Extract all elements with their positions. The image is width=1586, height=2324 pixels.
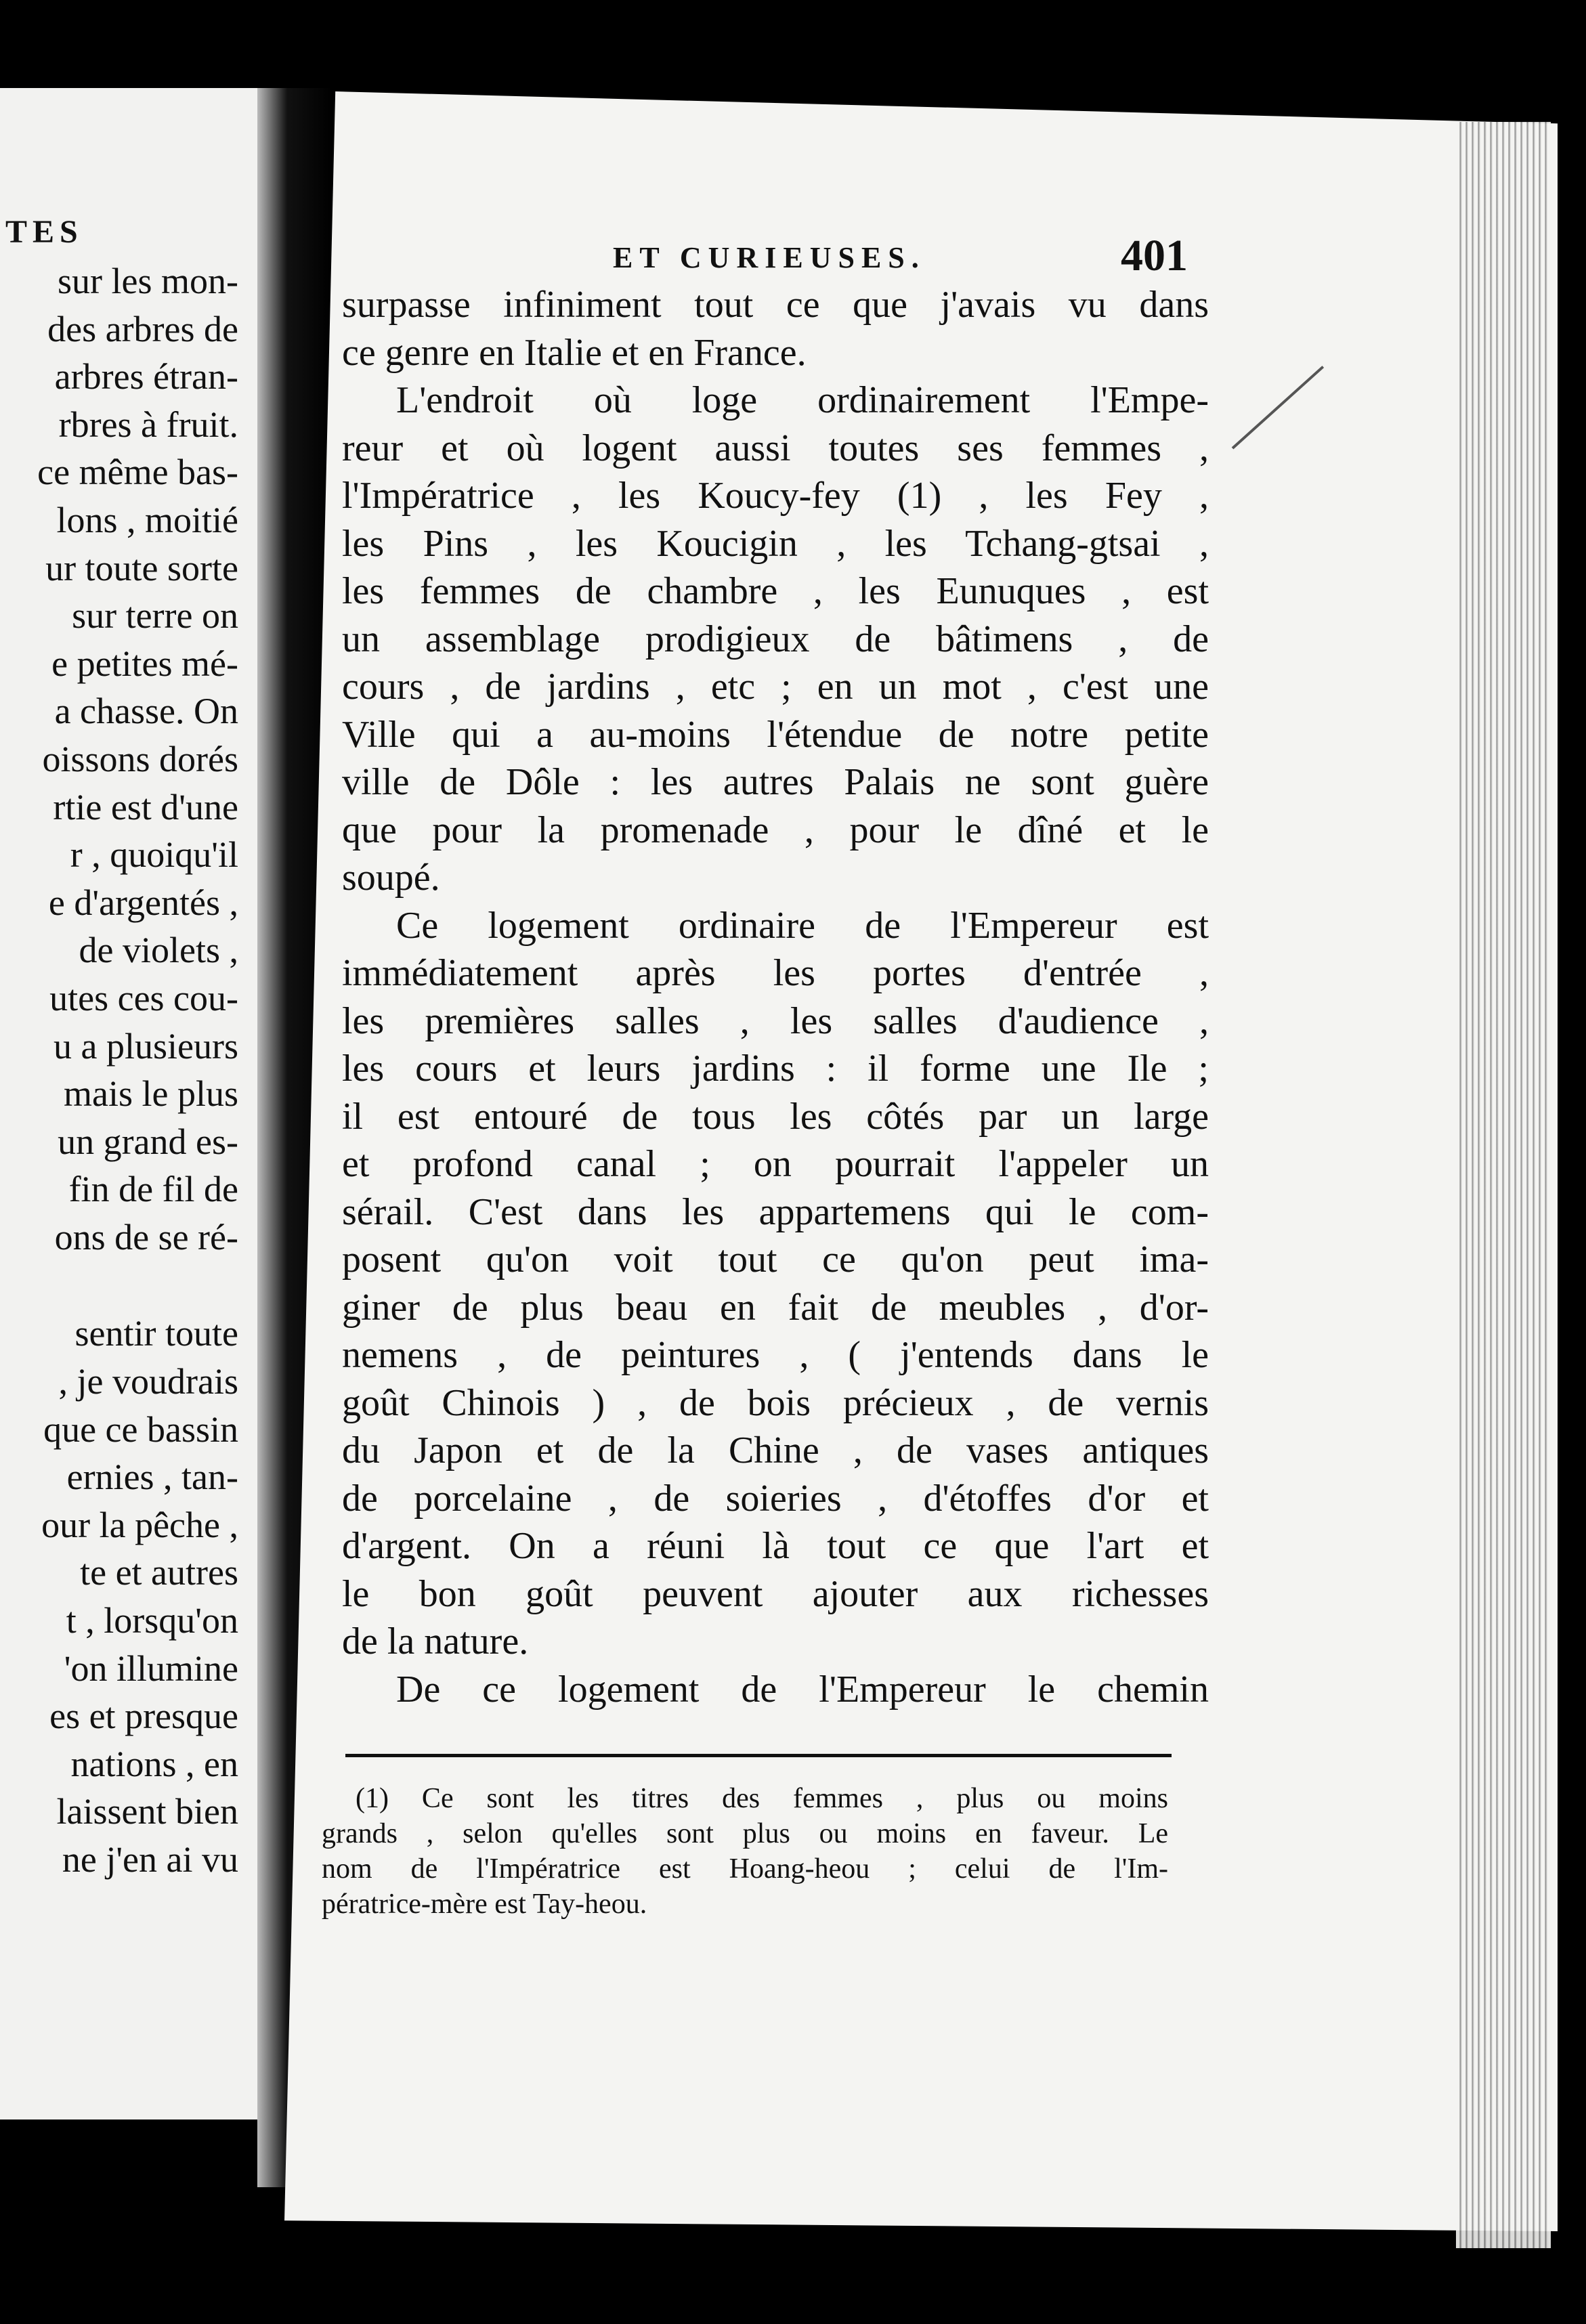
text-line: soupé. — [342, 857, 440, 899]
left-line: ne j'en ai vu — [62, 1839, 238, 1880]
text-line: un assemblage prodigieux de bâtimens , de — [342, 618, 1209, 660]
footnote-line: grands , selon qu'elles sont plus ou moins en faveur. Le — [322, 1818, 1168, 1849]
left-line: sentir toute — [74, 1313, 238, 1354]
left-line: utes ces cou- — [49, 977, 238, 1018]
left-line: que ce bassin — [43, 1408, 238, 1450]
footnote-rule — [345, 1754, 1172, 1757]
left-line: 'on illumine — [64, 1648, 238, 1689]
text-line: de la nature. — [342, 1620, 529, 1662]
left-running-head: TES — [5, 214, 83, 250]
text-line: De ce logement de l'Empereur le chemin — [396, 1668, 1209, 1710]
footnote-line: nom de l'Impératrice est Hoang-heou ; celui de l'Im- — [322, 1853, 1168, 1885]
text-line: goût Chinois ) , de bois précieux , de vernis — [342, 1381, 1209, 1424]
left-line: lons , moitié — [56, 499, 238, 540]
left-line: a chasse. On — [54, 691, 238, 732]
text-line: que pour la promenade , pour le dîné et le — [342, 809, 1209, 851]
text-line: L'endroit où loge ordinairement l'Empe- — [396, 379, 1209, 421]
body-text — [342, 281, 1209, 1713]
left-line: sur les mon- — [58, 261, 238, 301]
text-line: et profond canal ; on pourrait l'appeler un — [342, 1143, 1209, 1185]
left-line: un grand es- — [58, 1121, 238, 1162]
left-line: ernies , tan- — [66, 1457, 238, 1498]
left-line: oissons dorés — [42, 738, 238, 779]
text-line: du Japon et de la Chine , de vases antiques — [342, 1429, 1209, 1471]
text-line: Ville qui a au-moins l'étendue de notre petite — [342, 713, 1209, 756]
left-line: fin de fil de — [68, 1169, 238, 1210]
left-line: nations , en — [70, 1743, 238, 1784]
footnote — [322, 1781, 1168, 1922]
left-line: r , quoiqu'il — [70, 834, 238, 876]
left-line-gap — [0, 1261, 293, 1310]
text-line: ce genre en Italie et en France. — [342, 331, 807, 374]
left-line: laissent bien — [56, 1791, 238, 1832]
left-page-text — [0, 257, 293, 1884]
text-line: ville de Dôle : les autres Palais ne sont guère — [342, 761, 1209, 803]
left-page — [0, 88, 293, 2119]
left-line: te et autres — [80, 1552, 238, 1593]
left-line: , je voudrais — [58, 1361, 238, 1402]
text-line: d'argent. On a réuni là tout ce que l'art et — [342, 1525, 1209, 1567]
left-line: ur toute sorte — [45, 547, 238, 588]
text-line: cours , de jardins , etc ; en un mot , c'est une — [342, 666, 1209, 708]
text-line: Ce logement ordinaire de l'Empereur est — [396, 904, 1209, 947]
text-line: les cours et leurs jardins : il forme une Ile ; — [342, 1048, 1209, 1090]
left-line: e petites mé- — [51, 643, 238, 684]
text-line: l'Impératrice , les Koucy-fey (1) , les Fey , — [342, 475, 1209, 517]
text-line: il est entouré de tous les côtés par un large — [342, 1095, 1209, 1138]
left-line: u a plusieurs — [53, 1025, 238, 1067]
left-line: t , lorsqu'on — [66, 1600, 238, 1641]
running-head: ET CURIEUSES. — [613, 241, 926, 274]
page-edge-stack — [1456, 122, 1551, 2248]
text-line: nemens , de peintures , ( j'entends dans le — [342, 1334, 1209, 1376]
left-line: rtie est d'une — [53, 786, 238, 827]
left-line: sur terre on — [72, 595, 238, 637]
footnote-line: (1) Ce sont les titres des femmes , plus ou moins — [356, 1783, 1168, 1814]
text-line: reur et où logent aussi toutes ses femmes , — [342, 427, 1209, 469]
footnote-line: pératrice-mère est Tay-heou. — [322, 1889, 647, 1920]
text-line: giner de plus beau en fait de meubles , d'or- — [342, 1286, 1209, 1329]
left-line: mais le plus — [64, 1073, 238, 1115]
left-line: arbres étran- — [54, 356, 238, 397]
left-line: de violets , — [79, 930, 238, 971]
text-line: posent qu'on voit tout ce qu'on peut ima- — [342, 1239, 1209, 1281]
page-number: 401 — [1121, 231, 1188, 280]
left-line: des arbres de — [47, 308, 238, 349]
text-line: les premières salles , les salles d'audience , — [342, 999, 1209, 1042]
left-line: es et presque — [49, 1696, 238, 1737]
left-line: rbres à fruit. — [58, 404, 238, 445]
text-line: les Pins , les Koucigin , les Tchang-gtsai , — [342, 522, 1209, 565]
text-line: immédiatement après les portes d'entrée , — [342, 952, 1209, 994]
text-line: de porcelaine , de soieries , d'étoffes d'or et — [342, 1477, 1209, 1520]
text-line: les femmes de chambre , les Eunuques , est — [342, 570, 1209, 612]
text-line: le bon goût peuvent ajouter aux richesses — [342, 1572, 1209, 1615]
text-line: surpasse infiniment tout ce que j'avais vu dans — [342, 284, 1209, 326]
left-line: e d'argentés , — [48, 882, 238, 923]
left-line: ce même bas- — [37, 452, 238, 493]
left-line: ons de se ré- — [54, 1216, 238, 1257]
left-line: our la pêche , — [41, 1504, 238, 1545]
text-line: sérail. C'est dans les appartemens qui le com- — [342, 1190, 1209, 1233]
